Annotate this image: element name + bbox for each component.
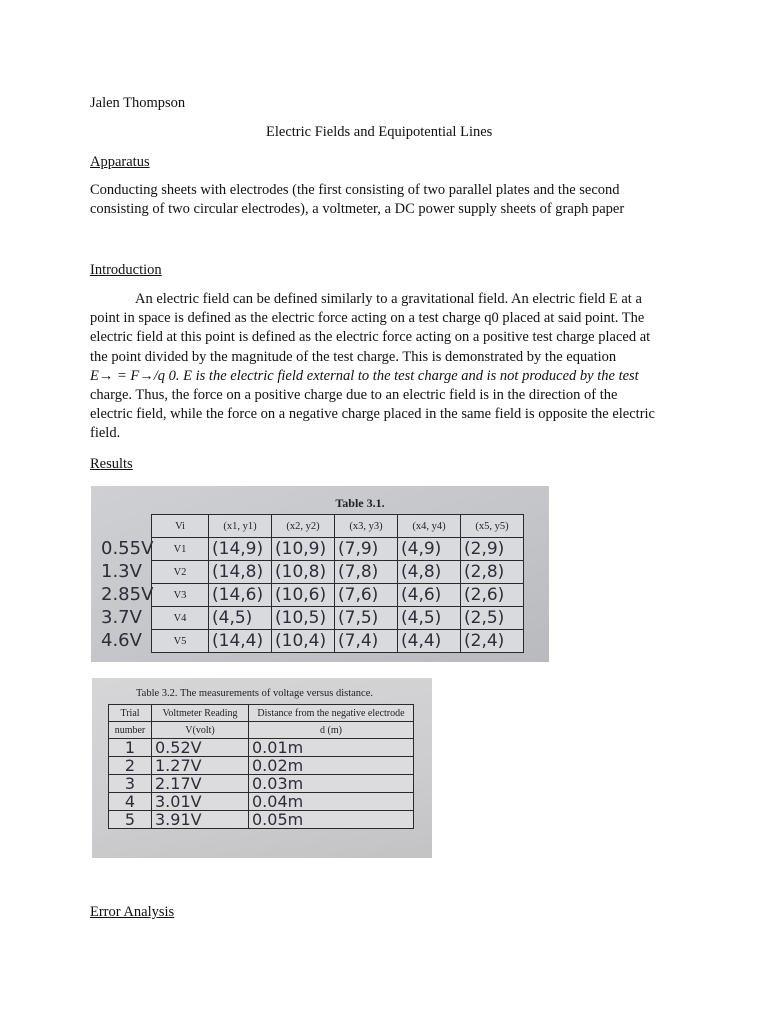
author-name: Jalen Thompson xyxy=(90,95,186,111)
table-header-cell: (x1, y1) xyxy=(209,515,272,538)
voltage-cell: 3.01V xyxy=(152,793,249,811)
intro-line: point in space is defined as the electric force acting on a test charge q0 placed at said point. The xyxy=(90,310,645,327)
voltage-label: 0.55V xyxy=(101,538,154,559)
table-3-2 xyxy=(108,704,414,829)
intro-line: charge. Thus, the force on a positive charge due to an electric field is in the direction of the xyxy=(90,387,618,404)
table-header-cell: (x2, y2) xyxy=(272,515,335,538)
introduction-heading: Introduction xyxy=(90,262,162,278)
distance-cell: 0.01m xyxy=(249,739,414,757)
table-header-cell: V(volt) xyxy=(152,722,249,739)
row-label: V2 xyxy=(152,561,209,584)
coordinate-cell: (10,4) xyxy=(272,630,335,653)
intro-line: electric field, while the force on a negative charge placed in the same field is opposite the electric xyxy=(90,406,655,423)
voltage-label: 4.6V xyxy=(101,630,142,651)
coordinate-cell: (7,4) xyxy=(335,630,398,653)
table-3-2-photo xyxy=(92,678,432,858)
intro-line: field. xyxy=(90,425,121,442)
coordinate-cell: (4,6) xyxy=(398,584,461,607)
coordinate-cell: (7,9) xyxy=(335,538,398,561)
distance-cell: 0.02m xyxy=(249,757,414,775)
trial-cell: 4 xyxy=(109,793,152,811)
table-header-cell: Distance from the negative electrode xyxy=(249,705,414,722)
coordinate-cell: (14,4) xyxy=(209,630,272,653)
table-header-row xyxy=(109,705,414,722)
table-row xyxy=(109,811,414,829)
table-3-1 xyxy=(151,514,524,653)
table-3-2-title: Table 3.2. The measurements of voltage versus distance. xyxy=(136,688,373,699)
table-header-cell: (x4, y4) xyxy=(398,515,461,538)
coordinate-cell: (7,6) xyxy=(335,584,398,607)
intro-line: electric field at this point is defined as the electric force acting on a positive test charge placed at xyxy=(90,329,651,346)
table-3-1-title: Table 3.1. xyxy=(335,496,385,510)
intro-line: E→ = F→/q 0. E is the electric field external to the test charge and is not produced by the test xyxy=(90,367,639,384)
coordinate-cell: (2,5) xyxy=(461,607,524,630)
coordinate-cell: (4,5) xyxy=(209,607,272,630)
voltage-cell: 3.91V xyxy=(152,811,249,829)
trial-cell: 3 xyxy=(109,775,152,793)
trial-cell: 1 xyxy=(109,739,152,757)
coordinate-cell: (4,9) xyxy=(398,538,461,561)
table-header-cell: d (m) xyxy=(249,722,414,739)
voltage-label: 1.3V xyxy=(101,561,142,582)
table-header-cell: number xyxy=(109,722,152,739)
table-header-cell: (x5, y5) xyxy=(461,515,524,538)
table-row xyxy=(152,538,524,561)
row-label: V1 xyxy=(152,538,209,561)
table-row xyxy=(152,584,524,607)
coordinate-cell: (2,8) xyxy=(461,561,524,584)
voltage-cell: 0.52V xyxy=(152,739,249,757)
coordinate-cell: (2,6) xyxy=(461,584,524,607)
intro-line: An electric field can be defined similarly to a gravitational field. An electric field E at a xyxy=(135,291,642,307)
distance-cell: 0.05m xyxy=(249,811,414,829)
coordinate-cell: (14,6) xyxy=(209,584,272,607)
apparatus-line: Conducting sheets with electrodes (the first consisting of two parallel plates and the second xyxy=(90,182,620,198)
table-row xyxy=(109,739,414,757)
distance-cell: 0.04m xyxy=(249,793,414,811)
table-header-cell: (x3, y3) xyxy=(335,515,398,538)
table-header-cell: Trial xyxy=(109,705,152,722)
apparatus-heading: Apparatus xyxy=(90,154,150,170)
coordinate-cell: (14,9) xyxy=(209,538,272,561)
coordinate-cell: (4,8) xyxy=(398,561,461,584)
table-row xyxy=(109,793,414,811)
table-row xyxy=(109,757,414,775)
introduction-text xyxy=(90,290,690,444)
table-3-1-photo xyxy=(91,486,549,662)
table-row xyxy=(152,630,524,653)
table-row xyxy=(109,775,414,793)
row-label: V4 xyxy=(152,607,209,630)
table-header-row xyxy=(109,722,414,739)
voltage-label: 3.7V xyxy=(101,607,142,628)
voltage-cell: 2.17V xyxy=(152,775,249,793)
row-label: V5 xyxy=(152,630,209,653)
coordinate-cell: (2,9) xyxy=(461,538,524,561)
voltage-label: 2.85V xyxy=(101,584,154,605)
intro-line: the point divided by the magnitude of the test charge. This is demonstrated by the equation xyxy=(90,348,617,365)
table-header-cell: Voltmeter Reading xyxy=(152,705,249,722)
coordinate-cell: (14,8) xyxy=(209,561,272,584)
table-header-cell: Vi xyxy=(152,515,209,538)
apparatus-line: consisting of two circular electrodes), a voltmeter, a DC power supply sheets of graph paper xyxy=(90,201,625,218)
coordinate-cell: (7,5) xyxy=(335,607,398,630)
coordinate-cell: (2,4) xyxy=(461,630,524,653)
results-heading: Results xyxy=(90,456,133,472)
trial-cell: 2 xyxy=(109,757,152,775)
table-row xyxy=(152,561,524,584)
coordinate-cell: (4,5) xyxy=(398,607,461,630)
table-header-row xyxy=(152,515,524,538)
row-label: V3 xyxy=(152,584,209,607)
distance-cell: 0.03m xyxy=(249,775,414,793)
voltage-cell: 1.27V xyxy=(152,757,249,775)
error-analysis-heading: Error Analysis xyxy=(90,904,175,920)
trial-cell: 5 xyxy=(109,811,152,829)
coordinate-cell: (4,4) xyxy=(398,630,461,653)
coordinate-cell: (10,6) xyxy=(272,584,335,607)
coordinate-cell: (10,9) xyxy=(272,538,335,561)
coordinate-cell: (10,8) xyxy=(272,561,335,584)
document-title: Electric Fields and Equipotential Lines xyxy=(266,124,493,140)
coordinate-cell: (7,8) xyxy=(335,561,398,584)
coordinate-cell: (10,5) xyxy=(272,607,335,630)
apparatus-text xyxy=(90,181,690,219)
table-row xyxy=(152,607,524,630)
